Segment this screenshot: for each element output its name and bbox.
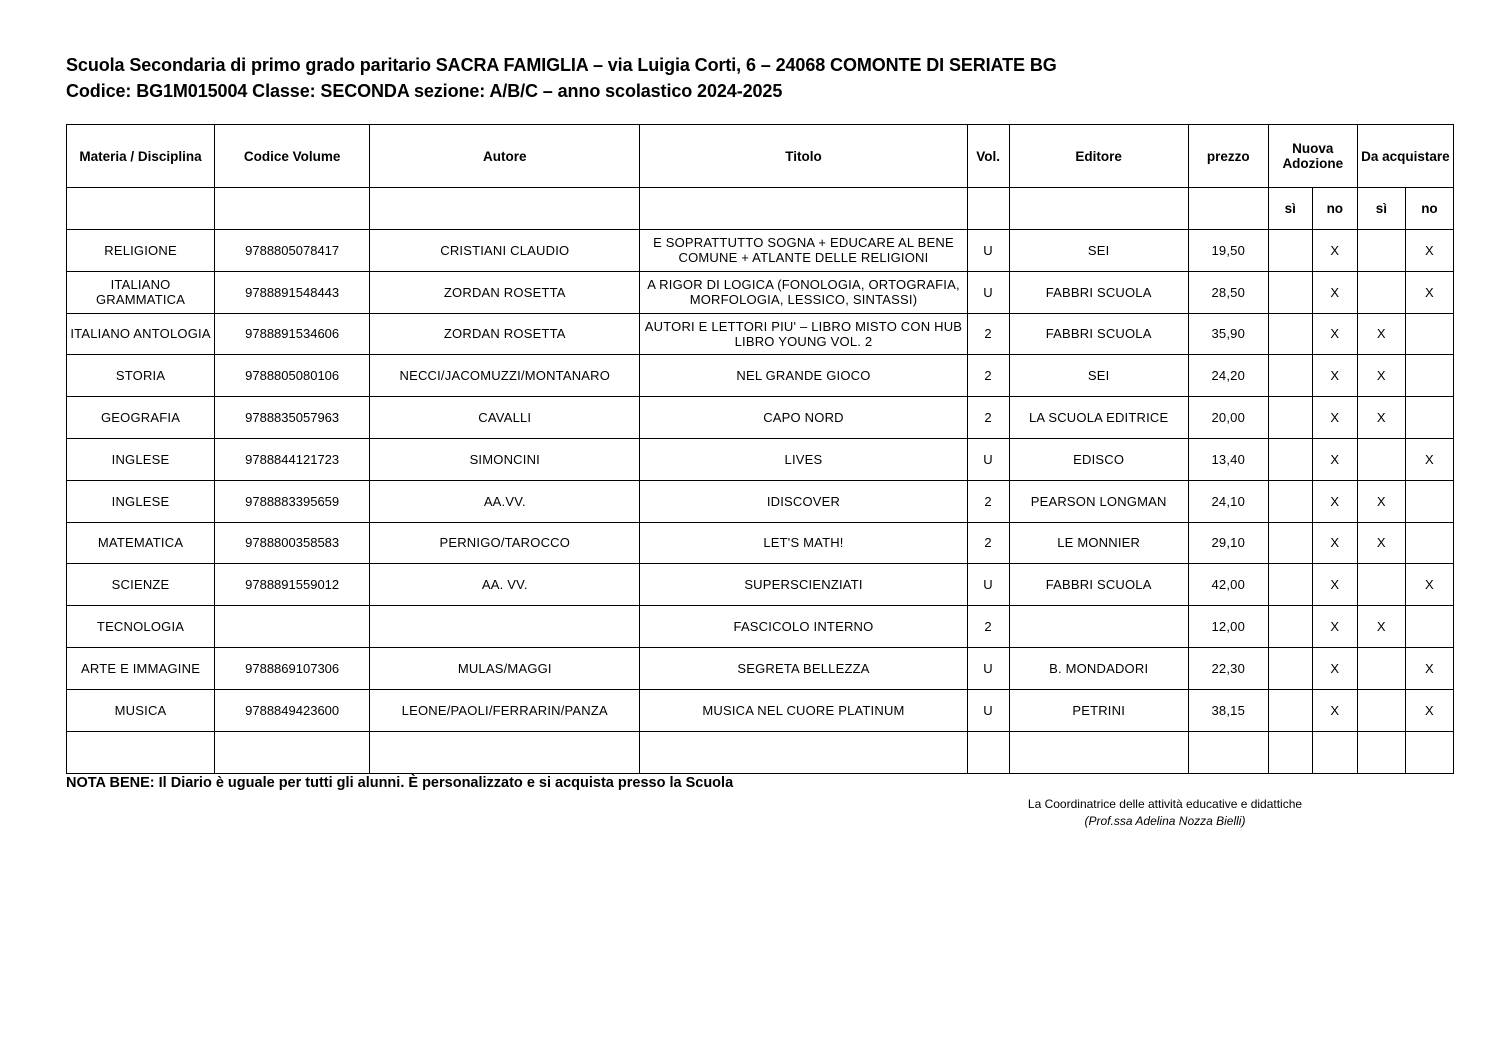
cell-editore: FABBRI SCUOLA xyxy=(1009,271,1188,313)
cell-vol: U xyxy=(967,564,1009,606)
cell-materia: INGLESE xyxy=(67,480,215,522)
cell-nuova-no: X xyxy=(1312,397,1357,439)
cell-titolo: AUTORI E LETTORI PIU' – LIBRO MISTO CON HUB LIBRO YOUNG VOL. 2 xyxy=(640,313,967,355)
cell-nuova-si xyxy=(1268,689,1312,731)
cell-prezzo: 22,30 xyxy=(1188,647,1268,689)
table-row xyxy=(67,606,1454,648)
cell-acquistare-no: X xyxy=(1405,271,1453,313)
cell-nuova-si xyxy=(1268,564,1312,606)
cell-editore: FABBRI SCUOLA xyxy=(1009,313,1188,355)
cell-materia: SCIENZE xyxy=(67,564,215,606)
cell-nuova-si xyxy=(1268,522,1312,564)
cell-acquistare-no: X xyxy=(1405,564,1453,606)
cell-nuova-no: X xyxy=(1312,647,1357,689)
cell-acquistare-si xyxy=(1357,230,1405,272)
cell-vol: 2 xyxy=(967,313,1009,355)
header-codice: Codice Volume xyxy=(215,125,370,188)
cell-vol: 2 xyxy=(967,397,1009,439)
cell-materia: STORIA xyxy=(67,355,215,397)
cell-acquistare-si: X xyxy=(1357,355,1405,397)
cell-nuova-no: X xyxy=(1312,689,1357,731)
cell-autore: AA.VV. xyxy=(370,480,640,522)
cell-vol: U xyxy=(967,438,1009,480)
cell-codice: 9788849423600 xyxy=(215,689,370,731)
cell-editore: LE MONNIER xyxy=(1009,522,1188,564)
cell-nuova-no: X xyxy=(1312,313,1357,355)
cell-prezzo: 20,00 xyxy=(1188,397,1268,439)
cell-prezzo: 24,10 xyxy=(1188,480,1268,522)
cell-prezzo: 12,00 xyxy=(1188,606,1268,648)
cell-codice: 9788805080106 xyxy=(215,355,370,397)
cell-codice: 9788869107306 xyxy=(215,647,370,689)
table-row xyxy=(67,522,1454,564)
signature-block xyxy=(1000,796,1330,830)
cell-nuova-si xyxy=(1268,230,1312,272)
table-row xyxy=(67,355,1454,397)
cell-acquistare-si xyxy=(1357,689,1405,731)
cell-codice: 9788805078417 xyxy=(215,230,370,272)
cell-titolo: FASCICOLO INTERNO xyxy=(640,606,967,648)
cell-titolo: SEGRETA BELLEZZA xyxy=(640,647,967,689)
cell-materia: ITALIANO ANTOLOGIA xyxy=(67,313,215,355)
table-row xyxy=(67,647,1454,689)
cell-acquistare-si: X xyxy=(1357,313,1405,355)
cell-autore: AA. VV. xyxy=(370,564,640,606)
cell-acquistare-si: X xyxy=(1357,397,1405,439)
cell-acquistare-no xyxy=(1405,480,1453,522)
cell-codice: 9788891534606 xyxy=(215,313,370,355)
cell-codice: 9788844121723 xyxy=(215,438,370,480)
cell-titolo: E SOPRATTUTTO SOGNA + EDUCARE AL BENE COMUNE + ATLANTE DELLE RELIGIONI xyxy=(640,230,967,272)
cell-vol: U xyxy=(967,647,1009,689)
table-row xyxy=(67,230,1454,272)
cell-titolo: SUPERSCIENZIATI xyxy=(640,564,967,606)
cell-acquistare-no: X xyxy=(1405,230,1453,272)
cell-acquistare-no xyxy=(1405,606,1453,648)
cell-nuova-si xyxy=(1268,271,1312,313)
cell-codice: 9788891559012 xyxy=(215,564,370,606)
cell-materia: INGLESE xyxy=(67,438,215,480)
cell-vol: 2 xyxy=(967,355,1009,397)
cell-editore xyxy=(1009,606,1188,648)
cell-titolo: LET'S MATH! xyxy=(640,522,967,564)
cell-acquistare-si: X xyxy=(1357,522,1405,564)
cell-prezzo: 13,40 xyxy=(1188,438,1268,480)
cell-nuova-no: X xyxy=(1312,480,1357,522)
document-header xyxy=(66,52,1057,104)
table-row xyxy=(67,313,1454,355)
class-info-line: Codice: BG1M015004 Classe: SECONDA sezione: A/B/C – anno scolastico 2024-2025 xyxy=(66,81,783,101)
cell-titolo: IDISCOVER xyxy=(640,480,967,522)
cell-acquistare-si xyxy=(1357,438,1405,480)
cell-editore: FABBRI SCUOLA xyxy=(1009,564,1188,606)
cell-autore: PERNIGO/TAROCCO xyxy=(370,522,640,564)
cell-nuova-si xyxy=(1268,606,1312,648)
cell-acquistare-no: X xyxy=(1405,689,1453,731)
subheader-nuova-si: sì xyxy=(1268,188,1312,230)
cell-nuova-si xyxy=(1268,397,1312,439)
cell-materia: MATEMATICA xyxy=(67,522,215,564)
signature-name: (Prof.ssa Adelina Nozza Bielli) xyxy=(1084,814,1246,828)
table-row xyxy=(67,689,1454,731)
table-row xyxy=(67,564,1454,606)
cell-vol: U xyxy=(967,271,1009,313)
cell-materia: ITALIANO GRAMMATICA xyxy=(67,271,215,313)
cell-prezzo: 19,50 xyxy=(1188,230,1268,272)
cell-vol: 2 xyxy=(967,480,1009,522)
cell-nuova-si xyxy=(1268,313,1312,355)
cell-editore: EDISCO xyxy=(1009,438,1188,480)
cell-autore: NECCI/JACOMUZZI/MONTANARO xyxy=(370,355,640,397)
cell-autore: ZORDAN ROSETTA xyxy=(370,271,640,313)
cell-editore: SEI xyxy=(1009,355,1188,397)
cell-codice: 9788891548443 xyxy=(215,271,370,313)
cell-materia: TECNOLOGIA xyxy=(67,606,215,648)
cell-acquistare-si: X xyxy=(1357,480,1405,522)
cell-titolo: MUSICA NEL CUORE PLATINUM xyxy=(640,689,967,731)
cell-autore: CAVALLI xyxy=(370,397,640,439)
school-info-line: Scuola Secondaria di primo grado paritario SACRA FAMIGLIA – via Luigia Corti, 6 – 24068 COMONTE DI SERIATE BG xyxy=(66,55,1057,75)
cell-materia: MUSICA xyxy=(67,689,215,731)
cell-nuova-no: X xyxy=(1312,606,1357,648)
cell-autore: ZORDAN ROSETTA xyxy=(370,313,640,355)
cell-prezzo: 42,00 xyxy=(1188,564,1268,606)
cell-autore: MULAS/MAGGI xyxy=(370,647,640,689)
cell-acquistare-si xyxy=(1357,647,1405,689)
cell-vol: U xyxy=(967,689,1009,731)
cell-autore xyxy=(370,606,640,648)
cell-editore: B. MONDADORI xyxy=(1009,647,1188,689)
cell-nuova-si xyxy=(1268,480,1312,522)
header-nuova-adozione: Nuova Adozione xyxy=(1268,125,1357,188)
subheader-acquistare-no: no xyxy=(1405,188,1453,230)
cell-acquistare-no xyxy=(1405,522,1453,564)
cell-codice: 9788800358583 xyxy=(215,522,370,564)
cell-nuova-no: X xyxy=(1312,230,1357,272)
cell-acquistare-no xyxy=(1405,355,1453,397)
cell-acquistare-si: X xyxy=(1357,606,1405,648)
cell-prezzo: 29,10 xyxy=(1188,522,1268,564)
header-materia: Materia / Disciplina xyxy=(67,125,215,188)
nota-bene: NOTA BENE: Il Diario è uguale per tutti gli alunni. È personalizzato e si acquista presso la Scuola xyxy=(66,775,734,791)
cell-nuova-no: X xyxy=(1312,355,1357,397)
cell-titolo: NEL GRANDE GIOCO xyxy=(640,355,967,397)
cell-nuova-si xyxy=(1268,647,1312,689)
cell-materia: GEOGRAFIA xyxy=(67,397,215,439)
table-row xyxy=(67,271,1454,313)
cell-acquistare-no xyxy=(1405,397,1453,439)
cell-nuova-no: X xyxy=(1312,522,1357,564)
header-vol: Vol. xyxy=(967,125,1009,188)
header-da-acquistare: Da acquistare xyxy=(1357,125,1453,188)
cell-acquistare-no: X xyxy=(1405,647,1453,689)
cell-codice xyxy=(215,606,370,648)
cell-autore: SIMONCINI xyxy=(370,438,640,480)
header-prezzo: prezzo xyxy=(1188,125,1268,188)
cell-nuova-si xyxy=(1268,438,1312,480)
cell-prezzo: 28,50 xyxy=(1188,271,1268,313)
cell-editore: SEI xyxy=(1009,230,1188,272)
cell-materia: ARTE E IMMAGINE xyxy=(67,647,215,689)
cell-vol: 2 xyxy=(967,606,1009,648)
cell-acquistare-no xyxy=(1405,313,1453,355)
cell-prezzo: 38,15 xyxy=(1188,689,1268,731)
table-row xyxy=(67,397,1454,439)
table-row xyxy=(67,438,1454,480)
cell-autore: CRISTIANI CLAUDIO xyxy=(370,230,640,272)
signature-title: La Coordinatrice delle attività educative e didattiche xyxy=(1027,797,1303,811)
cell-editore: LA SCUOLA EDITRICE xyxy=(1009,397,1188,439)
cell-prezzo: 24,20 xyxy=(1188,355,1268,397)
cell-vol: 2 xyxy=(967,522,1009,564)
cell-codice: 9788835057963 xyxy=(215,397,370,439)
empty-row xyxy=(67,731,1454,773)
cell-titolo: CAPO NORD xyxy=(640,397,967,439)
cell-nuova-no: X xyxy=(1312,271,1357,313)
cell-titolo: LIVES xyxy=(640,438,967,480)
subheader-acquistare-si: sì xyxy=(1357,188,1405,230)
cell-acquistare-si xyxy=(1357,271,1405,313)
table-header-row xyxy=(67,125,1454,188)
cell-materia: RELIGIONE xyxy=(67,230,215,272)
cell-vol: U xyxy=(967,230,1009,272)
cell-prezzo: 35,90 xyxy=(1188,313,1268,355)
subheader-nuova-no: no xyxy=(1312,188,1357,230)
table-row xyxy=(67,480,1454,522)
textbook-table xyxy=(66,124,1454,774)
cell-autore: LEONE/PAOLI/FERRARIN/PANZA xyxy=(370,689,640,731)
cell-codice: 9788883395659 xyxy=(215,480,370,522)
cell-nuova-si xyxy=(1268,355,1312,397)
cell-nuova-no: X xyxy=(1312,438,1357,480)
cell-editore: PETRINI xyxy=(1009,689,1188,731)
header-titolo: Titolo xyxy=(640,125,967,188)
cell-titolo: A RIGOR DI LOGICA (FONOLOGIA, ORTOGRAFIA, MORFOLOGIA, LESSICO, SINTASSI) xyxy=(640,271,967,313)
table-subheader-row xyxy=(67,188,1454,230)
cell-editore: PEARSON LONGMAN xyxy=(1009,480,1188,522)
header-editore: Editore xyxy=(1009,125,1188,188)
cell-nuova-no: X xyxy=(1312,564,1357,606)
header-autore: Autore xyxy=(370,125,640,188)
cell-acquistare-no: X xyxy=(1405,438,1453,480)
cell-acquistare-si xyxy=(1357,564,1405,606)
